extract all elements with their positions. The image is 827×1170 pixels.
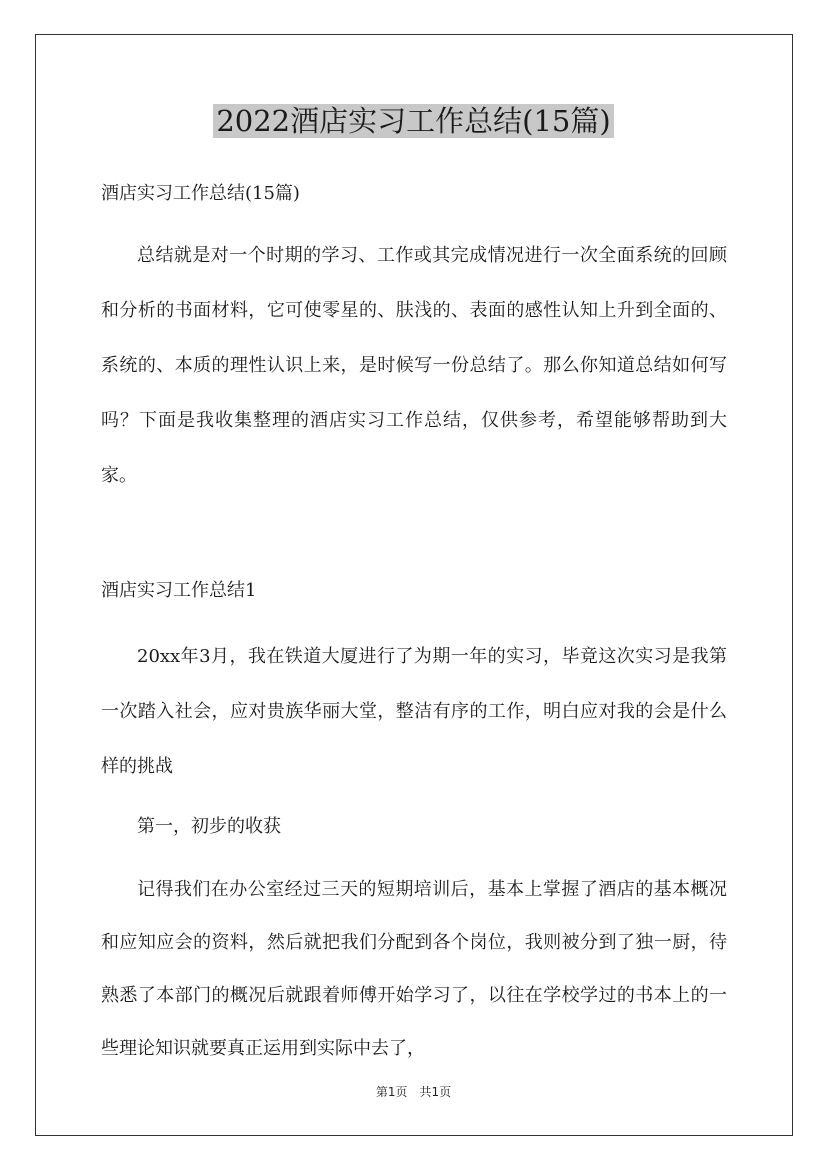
section-paragraph-2 [101,863,727,1075]
document-title-text: 2022酒店实习工作总结(15篇) [213,104,613,138]
section-paragraph-1 [101,629,727,794]
document-body [101,175,727,1075]
intro-text: 总结就是对一个时期的学习、工作或其完成情况进行一次全面系统的回顾和分析的书面材料，它可使零星的、肤浅的、表面的感性认知上升到全面的、系统的、本质的理性认识上来，是时候写一份总结了。那么你知道总结如何写吗？下面是我收集整理的酒店实习工作总结，仅供参考，希望能够帮助到大家。 [101,245,727,486]
section-heading: 酒店实习工作总结1 [101,580,257,601]
document-subtitle: 酒店实习工作总结(15篇) [101,183,300,204]
intro-paragraph [101,228,727,503]
page-footer: 第1页 共1页 [375,1085,452,1099]
section-paragraph-2-text: 记得我们在办公室经过三天的短期培训后，基本上掌握了酒店的基本概况和应知应会的资料，然后就把我们分配到各个岗位，我则被分到了独一厨，待熟悉了本部门的概况后就跟着师傅开始学习了，以往在学校学过的书本上的一些理论知识就要真正运用到实际中去了， [101,879,727,1059]
section-paragraph-1-text: 20xx年3月，我在铁道大厦进行了为期一年的实习，毕竟这次实习是我第一次踏入社会，应对贵族华丽大堂，整洁有序的工作，明白应对我的会是什么样的挑战 [101,646,727,777]
document-title [0,101,827,141]
subheading: 第一，初步的收获 [137,816,281,837]
